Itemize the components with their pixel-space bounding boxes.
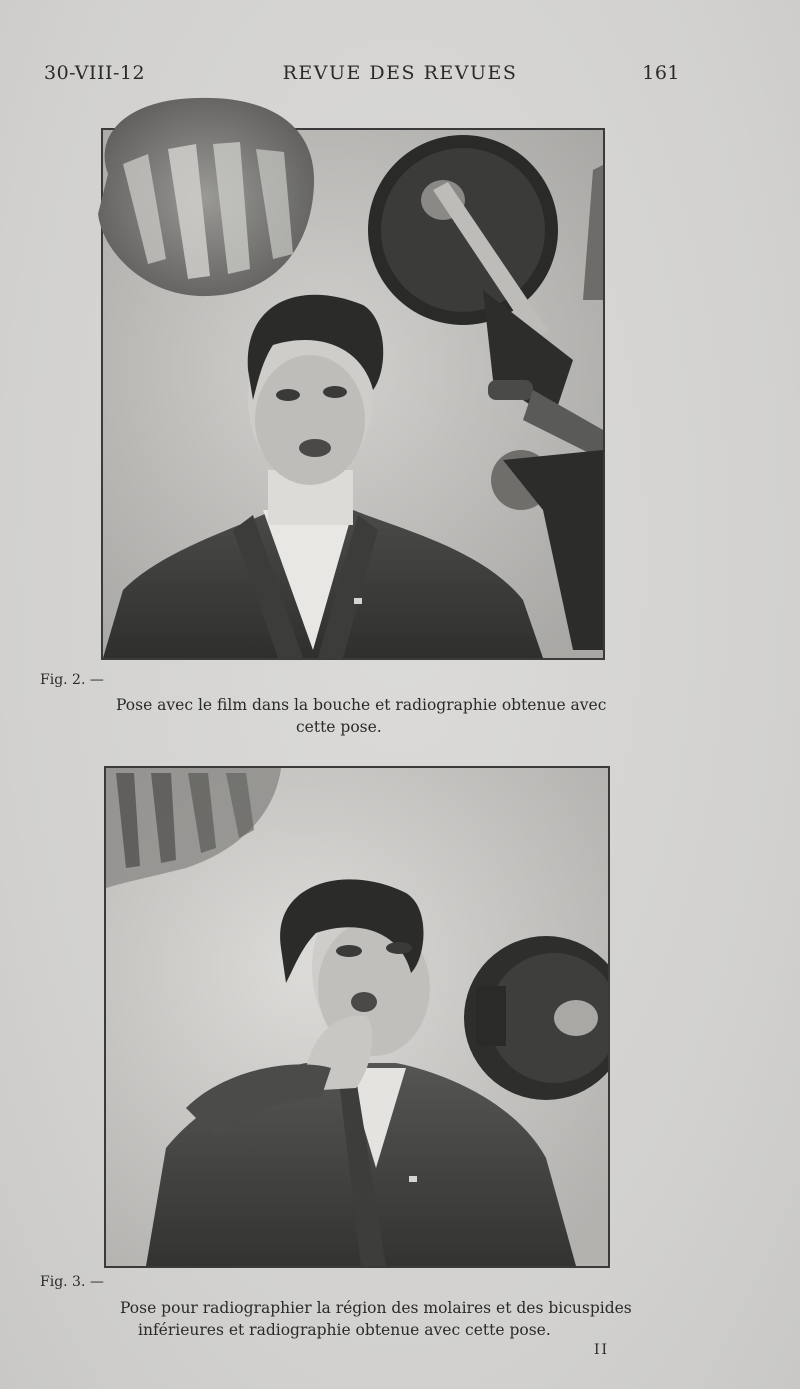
caption-fig3-label: Fig. 3. — bbox=[40, 1274, 104, 1290]
caption-fig2-line1: Pose avec le film dans la bouche et radiographie obtenue avec bbox=[116, 696, 607, 714]
caption-fig3-line2: inférieures et radiographie obtenue avec cette pose. bbox=[138, 1321, 551, 1339]
photo-fig3-illustration bbox=[106, 768, 608, 1266]
header-date: 30-VIII-12 bbox=[44, 62, 146, 84]
header-journal-title: REVUE DES REVUES bbox=[282, 62, 518, 84]
photo-fig3-molar-region bbox=[104, 766, 610, 1268]
caption-fig2-line2: cette pose. bbox=[296, 718, 382, 736]
caption-fig3-line1: Pose pour radiographier la région des molaires et des bicuspides bbox=[120, 1299, 632, 1317]
dental-radiograph-fig2 bbox=[88, 94, 320, 300]
caption-fig2-label: Fig. 2. — bbox=[40, 672, 104, 688]
printer-signature-mark: II bbox=[594, 1342, 610, 1358]
header-page-number: 161 bbox=[642, 62, 680, 84]
